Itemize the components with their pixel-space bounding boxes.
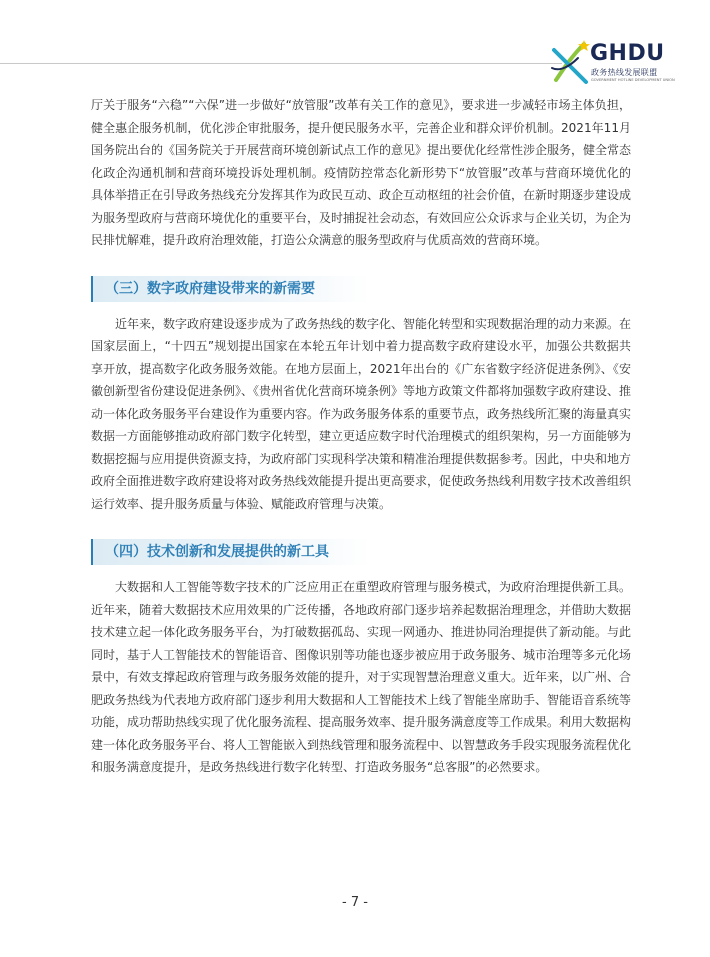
- body-paragraph: 近年来，数字政府建设逐步成为了政务热线的数字化、智能化转型和实现数据治理的动力来源。在国家层面上，“十四五”规划提出国家在本轮五年计划中着力提高数字政府建设水平，加强公共数据共享开放，提高数字化政务服务效能。在地方层面上，2021年出台的《广东省数字经济促进条例》、《安徽创新型省份建设促进条例》、《贵州省优化营商环境条例》等地方政策文件都将加强数字政府建设、推动一体化政务服务平台建设作为重要内容。作为政务服务体系的重要节点，政务热线所汇聚的海量真实数据一方面能够推动政府部门数字化转型，建立更适应数字时代治理模式的组织架构，另一方面能够为数据挖掘与应用提供资源支持，为政府部门实现科学决策和精准治理提供数据参考。因此，中央和地方政府全面推进数字政府建设将对政务热线效能提升提出更高要求，促使政务热线利用数字技术改善组织运行效率、提升服务质量与体验、赋能政府管理与决策。: [91, 316, 632, 511]
- section-heading-accent: [91, 276, 93, 302]
- section-heading: [91, 539, 631, 565]
- section-title: （三）数字政府建设带来的新需要: [105, 280, 315, 297]
- section-heading-accent: [91, 539, 93, 565]
- section-title: （四）技术创新和发展提供的新工具: [105, 544, 329, 560]
- body-paragraph: 大数据和人工智能等数字技术的广泛应用正在重塑政府管理与服务模式，为政府治理提供新工具。近年来，随着大数据技术应用效果的广泛传播，各地政府部门逐步培养起数据治理理念，并借助大数据技术建立起一体化政务服务平台，为打破数据孤岛、实现一网通办、推进协同治理提供了新动能。与此同时，基于人工智能技术的智能语音、图像识别等功能也逐步被应用于政务服务、城市治理等多元化场景中，有效支撑起政府管理与政务服务效能的提升，对于实现智慧治理意义重大。近年来，以广州、合肥政务热线为代表地方政府部门逐步利用大数据和人工智能技术上线了智能坐席助手、智能语音系统等功能，成功帮助热线实现了优化服务流程、提高服务效率、提升服务满意度等工作成果。利用大数据构建一体化政务服务平台、将人工智能嵌入到热线管理和服务流程中、以智慧政务手段实现服务流程优化和服务满意度提升，是政务热线进行数字化转型、打造政务服务“总客服”的必然要求。: [91, 580, 632, 774]
- page-number: - 7 -: [342, 895, 368, 910]
- logo-wordmark: GHDU: [590, 41, 665, 66]
- logo-chinese-name: 政务热线发展联盟: [591, 68, 658, 77]
- logo-english-name: GOVERNMENT HOTLINE DEVELOPMENT UNION: [591, 78, 675, 82]
- page-body: [91, 94, 631, 779]
- header-rule: [0, 63, 562, 64]
- ghdu-logo-mark-icon: [550, 38, 592, 88]
- body-paragraph: 厅关于服务“六稳”“六保”进一步做好“放管服”改革有关工作的意见》，要求进一步减轻市场主体负担，健全惠企服务机制，优化涉企审批服务，提升便民服务水平，完善企业和群众评价机制。2021年11月国务院出台的《国务院关于开展营商环境创新试点工作的意见》提出要优化经常性涉企服务，健全常态化政企沟通机制和营商环境投诉处理机制。疫情防控常态化新形势下“放管服”改革与营商环境优化的具体举措正在引导政务热线充分发挥其作为政民互动、政企互动枢纽的社会价值，在新时期逐步建设成为服务型政府与营商环境优化的重要平台，及时捕捉社会动态，有效回应公众诉求与企业关切，为企为民排忧解难，提升政府治理效能，打造公众满意的服务型政府与优质高效的营商环境。: [91, 98, 632, 247]
- ghdu-logo: [550, 38, 685, 88]
- section-heading: [91, 276, 631, 302]
